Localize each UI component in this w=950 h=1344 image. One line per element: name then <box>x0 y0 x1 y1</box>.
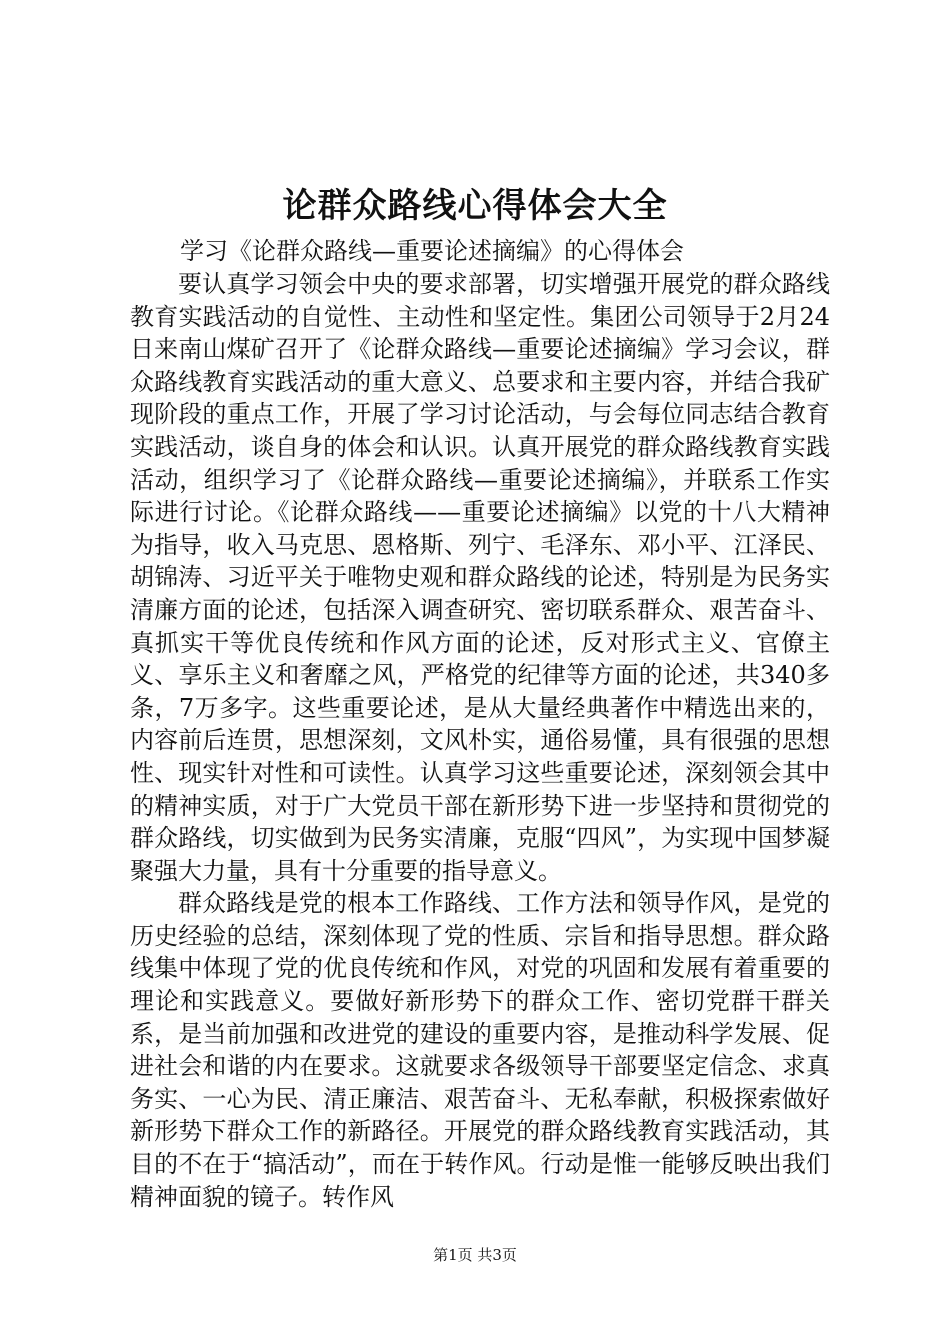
body-paragraph-1: 要认真学习领会中央的要求部署，切实增强开展党的群众路线教育实践活动的自觉性、主动性和坚定性。集团公司领导于2月24日来南山煤矿召开了《论群众路线—重要论述摘编》学习会议，群众路线教育实践活动的重大意义、总要求和主要内容，并结合我矿现阶段的重点工作，开展了学习讨论活动，与会每位同志结合教育实践活动，谈自身的体会和认识。认真开展党的群众路线教育实践活动，组织学习了《论群众路线—重要论述摘编》，并联系工作实际进行讨论。《论群众路线——重要论述摘编》以党的十八大精神为指导，收入马克思、恩格斯、列宁、毛泽东、邓小平、江泽民、胡锦涛、习近平关于唯物史观和群众路线的论述，特别是为民务实清廉方面的论述，包括深入调查研究、密切联系群众、艰苦奋斗、真抓实干等优良传统和作风方面的论述，反对形式主义、官僚主义、享乐主义和奢靡之风，严格党的纪律等方面的论述，共340多条，7万多字。这些重要论述，是从大量经典著作中精选出来的，内容前后连贯，思想深刻，文风朴实，通俗易懂，具有很强的思想性、现实针对性和可读性。认真学习这些重要论述，深刻领会其中的精神实质，对于广大党员干部在新形势下进一步坚持和贯彻党的群众路线，切实做到为民务实清廉，克服“四风”，为实现中国梦凝聚强大力量，具有十分重要的指导意义。 <box>130 270 830 885</box>
document-subtitle: 学习《论群众路线—重要论述摘编》的心得体会 <box>180 237 684 265</box>
body-paragraph-2: 群众路线是党的根本工作路线、工作方法和领导作风，是党的历史经验的总结，深刻体现了党的性质、宗旨和指导思想。群众路线集中体现了党的优良传统和作风，对党的巩固和发展有着重要的理论和实践意义。要做好新形势下的群众工作、密切党群干群关系，是当前加强和改进党的建设的重要内容，是推动科学发展、促进社会和谐的内在要求。这就要求各级领导干部要坚定信念、求真务实、一心为民、清正廉洁、艰苦奋斗、无私奉献，积极探索做好新形势下群众工作的新路径。开展党的群众路线教育实践活动，其目的不在于“搞活动”，而在于转作风。行动是惟一能够反映出我们精神面貌的镜子。转作风 <box>130 889 830 1211</box>
page-footer: 第1页 共3页 <box>433 1246 517 1264</box>
document-title: 论群众路线心得体会大全 <box>282 186 668 226</box>
document-body <box>130 268 830 1213</box>
